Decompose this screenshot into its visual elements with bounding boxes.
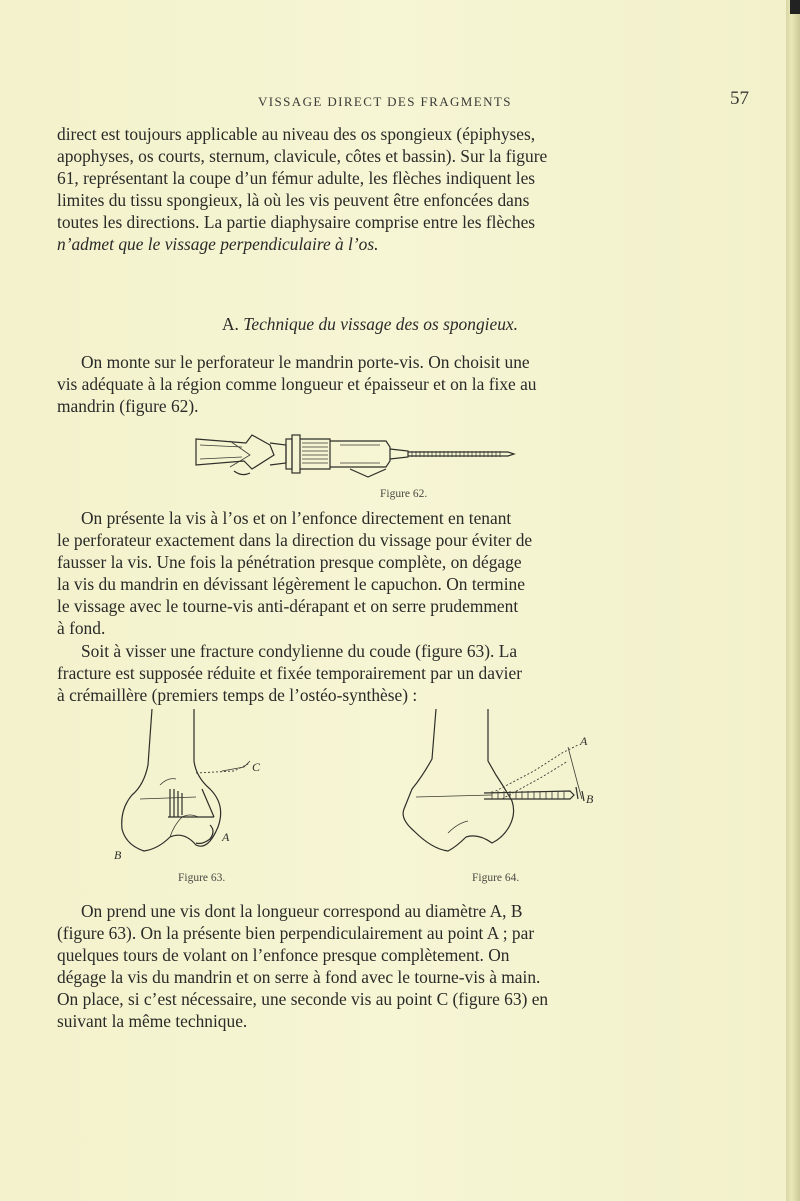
text-line: fausser la vis. Une fois la pénétration presque complète, on dégage <box>57 552 522 572</box>
text-line: Soit à visser une fracture condylienne du coude (figure 63). La <box>81 641 518 661</box>
text-line: le vissage avec le tourne-vis anti-dérapant et on serre prudemment <box>57 596 519 616</box>
figure-63-caption: Figure 63. <box>178 872 226 884</box>
page-number: 57 <box>730 88 749 109</box>
text-line: On présente la vis à l’os et on l’enfonce directement en tenant <box>81 508 512 528</box>
figure-62-drill-illustration <box>190 425 520 483</box>
text-line: dégage la vis du mandrin et on serre à fond avec le tourne-vis à main. <box>57 967 541 987</box>
figure-63-label-a: A <box>222 830 230 844</box>
text-line: 61, représentant la coupe d’un fémur adulte, les flèches indiquent les <box>57 168 536 188</box>
text-line: toutes les directions. La partie diaphysaire comprise entre les flèches <box>57 212 536 232</box>
text-line: mandrin (figure 62). <box>57 396 199 416</box>
text-line: à fond. <box>57 618 106 638</box>
figure-62-caption: Figure 62. <box>380 488 428 500</box>
text-line-italic: n’admet que le vissage perpendiculaire à l’os. <box>57 234 379 254</box>
page-edge <box>786 0 800 1201</box>
text-line: vis adéquate à la région comme longueur et épaisseur et on la fixe au <box>57 374 537 394</box>
text-line: quelques tours de volant on l’enfonce presque complètement. On <box>57 945 510 965</box>
text-line: On place, si c’est nécessaire, une seconde vis au point C (figure 63) en <box>57 989 549 1009</box>
text-line: limites du tissu spongieux, là où les vis peuvent être enfoncées dans <box>57 190 530 210</box>
section-title-text: Technique du vissage des os spongieux. <box>243 314 518 334</box>
text-line: fracture est supposée réduite et fixée temporairement par un davier <box>57 663 522 683</box>
text-line: à crémaillère (premiers temps de l’ostéo-synthèse) : <box>57 685 418 705</box>
figure-64-label-b: B <box>586 792 594 806</box>
figure-63-elbow-fracture-illustration <box>110 705 310 865</box>
text-line: suivant la même technique. <box>57 1011 248 1031</box>
text-line: (figure 63). On la présente bien perpendiculairement au point A ; par <box>57 923 535 943</box>
section-letter: A. <box>222 314 239 334</box>
paragraph-4 <box>57 640 712 706</box>
text-line: le perforateur exactement dans la direction du vissage pour éviter de <box>57 530 533 550</box>
paragraph-5 <box>57 900 712 1032</box>
figure-64-caption: Figure 64. <box>472 872 520 884</box>
figure-64-label-a: A <box>580 734 588 748</box>
figure-63-label-c: C <box>252 760 261 774</box>
text-line: On monte sur le perforateur le mandrin porte-vis. On choisit une <box>81 352 530 372</box>
figure-63-label-b: B <box>114 848 122 862</box>
figure-64-elbow-screw-illustration <box>392 705 602 865</box>
text-line: direct est toujours applicable au niveau des os spongieux (épiphyses, <box>57 124 536 144</box>
text-line: On prend une vis dont la longueur correspond au diamètre A, B <box>81 901 523 921</box>
page-edge-mark <box>790 0 800 14</box>
text-line: apophyses, os courts, sternum, clavicule, côtes et bassin). Sur la figure <box>57 146 548 166</box>
text-line: la vis du mandrin en dévissant légèrement le capuchon. On termine <box>57 574 525 594</box>
running-title: VISSAGE DIRECT DES FRAGMENTS <box>258 94 512 109</box>
paragraph-1 <box>57 123 712 255</box>
paragraph-2 <box>57 351 712 417</box>
paragraph-3 <box>57 507 712 639</box>
section-title <box>222 314 518 335</box>
